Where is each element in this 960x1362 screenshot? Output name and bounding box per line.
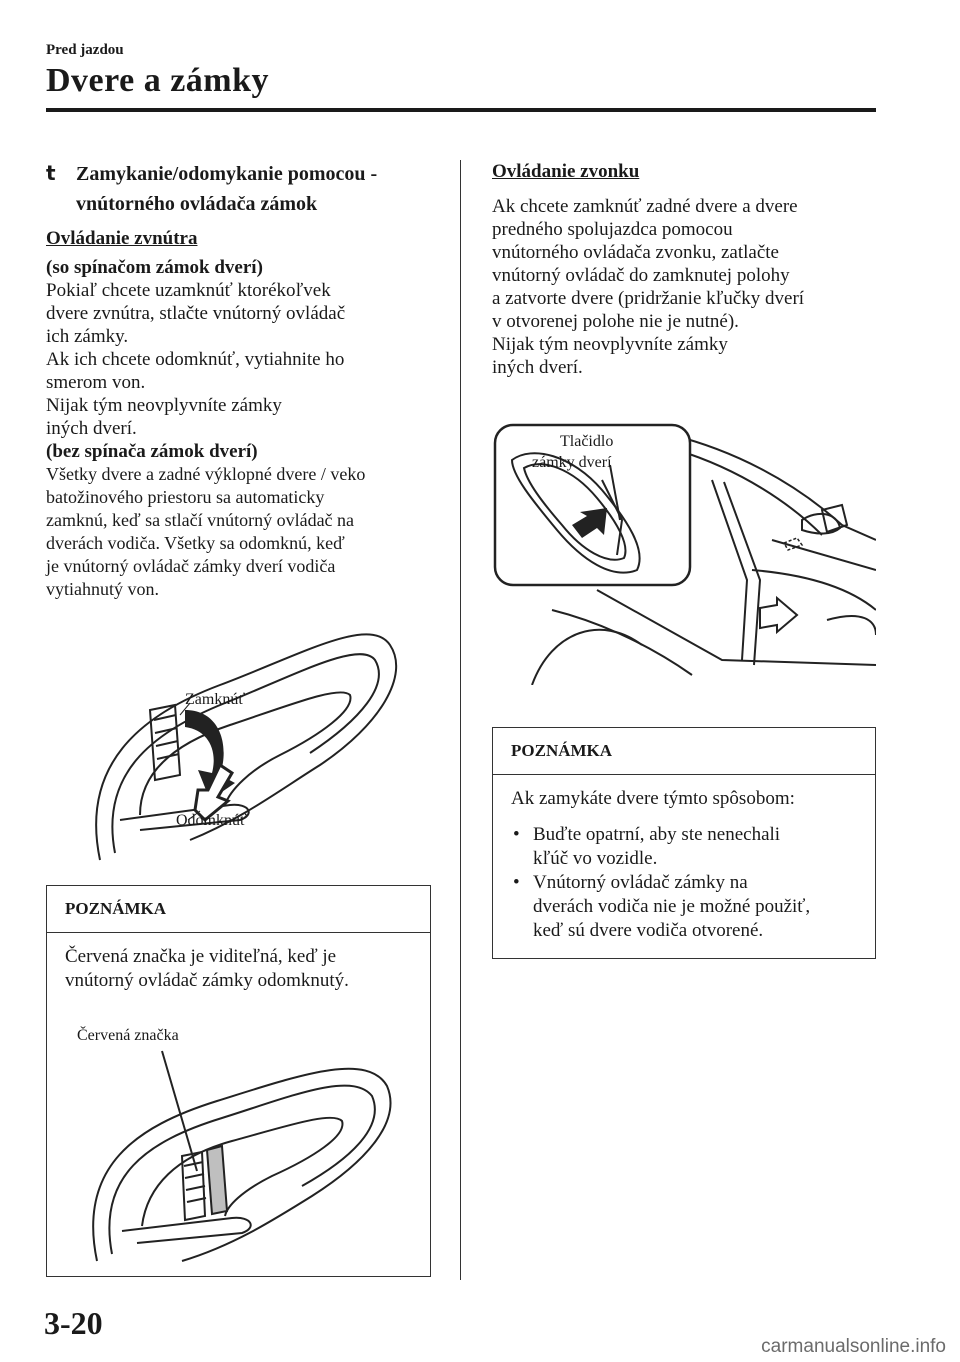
title-rule — [46, 108, 876, 112]
with-switch-line: smerom von. — [46, 372, 146, 393]
label-lock-button-1: Tlačidlo — [560, 433, 614, 450]
outside-line: Ak chcete zamknúť zadné dvere a dvere — [492, 196, 798, 217]
column-divider — [460, 160, 461, 1280]
with-switch-line: iných dverí. — [46, 418, 137, 439]
sub-heading-inside: Ovládanie zvnútra — [46, 228, 198, 249]
section-bullet-icon: t — [46, 161, 56, 185]
label-unlock: Odomknúť — [176, 812, 247, 829]
label-lock: Zamknúť — [185, 691, 246, 708]
without-switch-line: vytiahnutý von. — [46, 579, 159, 599]
note-bullet: • Vnútorný ovládač zámky na dverách vodiča nie je možné použiť, keď sú dvere vodiča otvorené. — [511, 871, 857, 943]
with-switch-line: Nijak tým neovplyvníte zámky — [46, 395, 282, 416]
without-switch-heading: (bez spínača zámok dverí) — [46, 441, 258, 462]
outside-line: iných dverí. — [492, 357, 583, 378]
note-bullet-list — [511, 823, 857, 943]
outside-line: Nijak tým neovplyvníte zámky — [492, 334, 728, 355]
left-column — [46, 160, 446, 601]
right-column — [492, 160, 882, 379]
note-heading: POZNÁMKA — [47, 886, 430, 933]
figure-inner-handle — [80, 615, 410, 875]
outside-line: vnútorného ovládača zvonku, zatlačte — [492, 242, 779, 263]
with-switch-line: Ak ich chcete odomknúť, vytiahnite ho — [46, 349, 345, 370]
outside-line: a zatvorte dvere (pridržanie kľučky dverí — [492, 288, 805, 309]
inner-handle-illustration — [80, 615, 410, 875]
note-intro: Ak zamykáte dvere týmto spôsobom: — [511, 788, 795, 809]
outside-line: v otvorenej polohe nie je nutné). — [492, 311, 739, 332]
note-heading: POZNÁMKA — [493, 728, 875, 775]
note-box-right — [492, 727, 876, 959]
red-mark-illustration — [67, 1046, 412, 1271]
with-switch-line: ich zámky. — [46, 326, 129, 347]
note-bullet: • Buďte opatrní, aby ste nenechali kľúč vo vozidle. — [511, 823, 857, 871]
without-switch-line: zamknú, keď sa stlačí vnútorný ovládač na — [46, 510, 355, 530]
without-switch-line: batožinového priestoru sa automaticky — [46, 487, 325, 507]
label-red-mark: Červená značka — [77, 1027, 179, 1044]
with-switch-heading: (so spínačom zámok dverí) — [46, 257, 263, 278]
watermark: carmanualsonline.info — [761, 1336, 946, 1357]
note-body — [493, 775, 875, 955]
note-box-left — [46, 885, 431, 1277]
section-heading: t Zamykanie/odomykanie pomocou - — [46, 161, 378, 185]
with-switch-line: dvere zvnútra, stlačte vnútorný ovládač — [46, 303, 346, 324]
chapter-label: Pred jazdou — [46, 42, 124, 58]
without-switch-line: dverách vodiča. Všetky sa odomknú, keď — [46, 533, 345, 553]
note-line: vnútorný ovládač zámky odomknutý. — [65, 970, 349, 991]
page-number: 3-20 — [44, 1305, 103, 1341]
with-switch-line: Pokiaľ chcete uzamknúť ktorékoľvek — [46, 280, 331, 301]
note-body — [47, 933, 430, 1005]
page-title: Dvere a zámky — [46, 62, 270, 99]
without-switch-line: Všetky dvere a zadné výklopné dvere / veko — [46, 464, 366, 484]
figure-car-door — [492, 420, 876, 685]
note-line: Červená značka je viditeľná, keď je — [65, 946, 337, 967]
without-switch-line: je vnútorný ovládač zámky dverí vodiča — [46, 556, 336, 576]
label-lock-button-2: zámky dverí — [532, 454, 612, 471]
push-arrow-icon — [760, 598, 797, 632]
outside-line: predného spolujazdca pomocou — [492, 219, 733, 240]
sub-heading-outside: Ovládanie zvonku — [492, 161, 640, 182]
section-heading-line2: vnútorného ovládača zámok — [76, 193, 318, 215]
outside-line: vnútorný ovládač do zamknutej polohy — [492, 265, 790, 286]
